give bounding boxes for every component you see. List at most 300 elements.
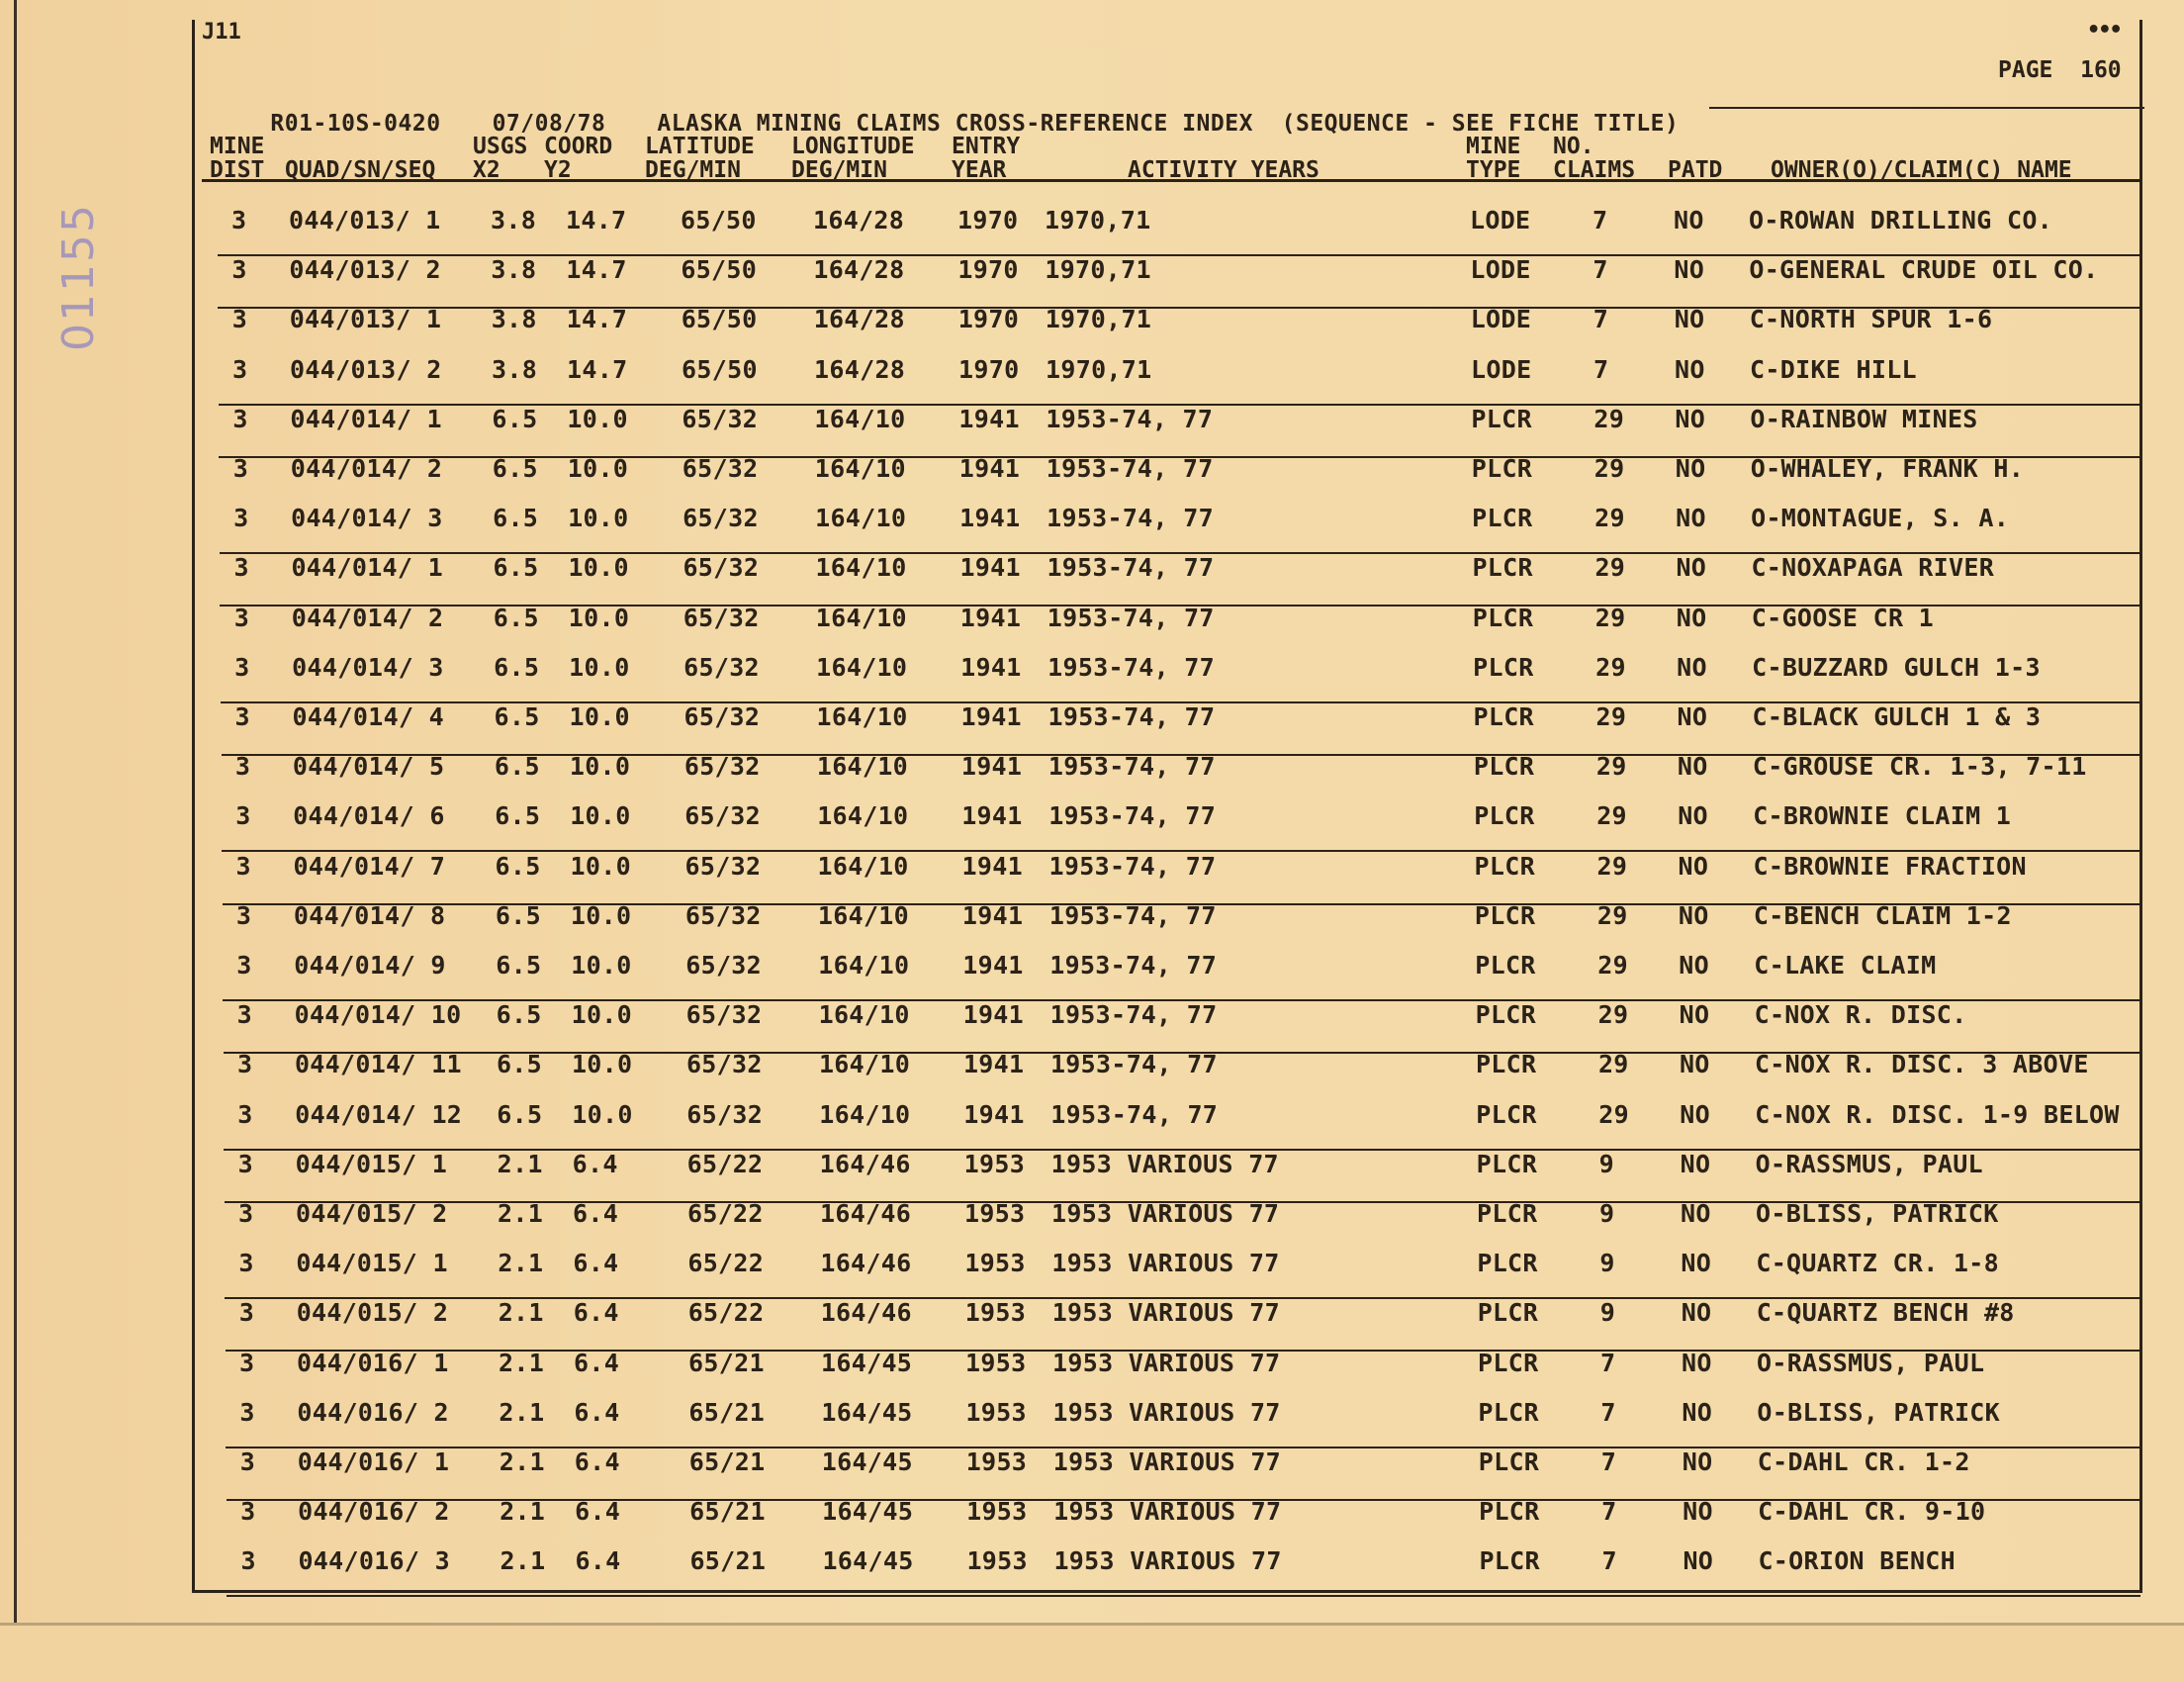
cell-quad: 044/016/ 2 <box>297 1397 449 1427</box>
cell-activity: 1953-74, 77 <box>1046 504 1214 533</box>
corner-mark: ••• <box>2087 18 2121 43</box>
table-row <box>0 405 2184 444</box>
col-lat-header: LATITUDE DEG/MIN <box>645 134 755 183</box>
cell-y2: 14.7 <box>566 206 627 234</box>
cell-patd: NO <box>1679 951 1709 980</box>
cell-activity: 1953-74, 77 <box>1046 454 1214 483</box>
cell-entry: 1953 <box>964 1249 1026 1278</box>
cell-activity: 1953-74, 77 <box>1047 652 1216 682</box>
cell-lon: 164/10 <box>816 702 908 731</box>
cell-x2: 6.5 <box>494 652 540 682</box>
cell-dist: 3 <box>232 404 248 433</box>
cell-x2: 2.1 <box>498 1199 544 1228</box>
cell-activity: 1970,71 <box>1045 255 1151 285</box>
cell-x2: 3.8 <box>492 354 538 384</box>
cell-dist: 3 <box>234 652 250 682</box>
cell-x2: 6.5 <box>494 702 540 731</box>
cell-type: PLCR <box>1477 1249 1538 1278</box>
cell-entry: 1953 <box>964 1298 1027 1328</box>
cell-patd: NO <box>1678 801 1708 831</box>
cell-entry: 1970 <box>957 305 1020 334</box>
cell-type: PLCR <box>1472 504 1533 533</box>
cell-activity: 1953-74, 77 <box>1048 851 1217 881</box>
table-row <box>0 355 2184 395</box>
cell-name: C-ORION BENCH <box>1758 1546 1956 1576</box>
cell-quad: 044/013/ 1 <box>289 305 442 334</box>
cell-dist: 3 <box>240 1497 256 1527</box>
table-row <box>0 1349 2184 1388</box>
col-lon-header: LONGITUDE DEG/MIN <box>791 134 915 183</box>
cell-y2: 14.7 <box>566 305 628 334</box>
cell-x2: 6.5 <box>496 951 542 980</box>
table-row <box>0 255 2184 295</box>
cell-activity: 1953-74, 77 <box>1046 404 1214 433</box>
col-quad-header: QUAD/SN/SEQ <box>285 157 436 183</box>
cell-lon: 164/10 <box>819 1099 911 1129</box>
cell-quad: 044/015/ 2 <box>296 1199 448 1228</box>
cell-entry: 1941 <box>961 851 1023 881</box>
cell-patd: NO <box>1677 752 1708 782</box>
cell-patd: NO <box>1682 1348 1712 1377</box>
cell-claims: 29 <box>1597 1000 1629 1030</box>
cell-lon: 164/10 <box>818 1050 911 1079</box>
cell-quad: 044/016/ 1 <box>297 1448 450 1476</box>
table-row <box>0 752 2184 792</box>
cell-activity: 1970,71 <box>1045 305 1152 334</box>
cell-lat: 65/32 <box>685 1000 763 1030</box>
cell-lat: 65/32 <box>683 752 761 782</box>
cell-lat: 65/32 <box>682 603 760 632</box>
cell-name: C-GOOSE CR 1 <box>1751 603 1935 632</box>
table-row <box>0 1298 2184 1338</box>
cell-lon: 164/28 <box>814 354 906 384</box>
table-row <box>0 604 2184 643</box>
cell-type: PLCR <box>1474 801 1535 831</box>
cell-x2: 2.1 <box>500 1546 546 1576</box>
cell-x2: 2.1 <box>499 1448 545 1476</box>
cell-name: O-RAINBOW MINES <box>1750 404 1978 433</box>
cell-patd: NO <box>1675 454 1706 483</box>
cell-patd: NO <box>1676 504 1706 533</box>
cell-dist: 3 <box>236 951 252 980</box>
cell-quad: 044/014/ 2 <box>290 454 443 483</box>
table-row <box>0 901 2184 941</box>
cell-name: C-BENCH CLAIM 1-2 <box>1753 900 2012 930</box>
cell-name: C-LAKE CLAIM <box>1754 951 1937 980</box>
cell-lat: 65/21 <box>688 1348 765 1377</box>
cell-claims: 29 <box>1595 702 1627 731</box>
page-value: 160 <box>2080 57 2122 83</box>
cell-quad: 044/014/ 7 <box>293 851 446 881</box>
cell-name: C-NOX R. DISC. <box>1754 1000 1967 1030</box>
table-row <box>0 1398 2184 1438</box>
cell-entry: 1941 <box>959 603 1022 632</box>
table-row <box>0 553 2184 593</box>
cell-x2: 2.1 <box>500 1497 546 1527</box>
cell-quad: 044/014/ 6 <box>293 801 445 831</box>
cell-x2: 6.5 <box>495 851 541 881</box>
cell-lon: 164/10 <box>817 801 909 831</box>
cell-patd: NO <box>1679 1050 1710 1079</box>
cell-entry: 1941 <box>958 404 1020 433</box>
cell-type: PLCR <box>1471 454 1533 483</box>
cell-patd: NO <box>1674 206 1704 234</box>
cell-lon: 164/10 <box>817 900 909 930</box>
cell-patd: NO <box>1682 1448 1713 1476</box>
cell-entry: 1941 <box>961 900 1024 930</box>
cell-dist: 3 <box>237 1149 253 1178</box>
cell-activity: 1953 VARIOUS 77 <box>1053 1546 1282 1576</box>
cell-lat: 65/22 <box>686 1149 764 1178</box>
cell-dist: 3 <box>233 553 249 583</box>
cell-lon: 164/10 <box>816 652 908 682</box>
cell-lat: 65/32 <box>682 404 759 433</box>
cell-lon: 164/45 <box>821 1348 913 1377</box>
cell-quad: 044/016/ 1 <box>297 1348 449 1377</box>
cell-entry: 1953 <box>966 1497 1028 1527</box>
cell-activity: 1953-74, 77 <box>1046 603 1215 632</box>
cell-lon: 164/46 <box>820 1249 912 1278</box>
cell-lat: 65/22 <box>687 1199 764 1228</box>
cell-activity: 1953-74, 77 <box>1047 752 1216 782</box>
cell-claims: 7 <box>1592 305 1609 334</box>
report-id: R01-10S-0420 <box>270 111 441 137</box>
cell-type: PLCR <box>1474 900 1536 930</box>
cell-activity: 1953 VARIOUS 77 <box>1051 1199 1280 1228</box>
cell-entry: 1941 <box>960 702 1022 731</box>
cell-y2: 10.0 <box>572 1099 633 1129</box>
col-claims-header: NO. CLAIMS <box>1553 134 1636 183</box>
cell-lat: 65/32 <box>684 851 762 881</box>
cell-patd: NO <box>1681 1298 1712 1328</box>
cell-quad: 044/015/ 1 <box>296 1249 448 1278</box>
cell-entry: 1953 <box>966 1546 1028 1576</box>
cell-lon: 164/45 <box>822 1546 914 1576</box>
cell-entry: 1970 <box>957 206 1019 234</box>
cell-entry: 1970 <box>958 354 1020 384</box>
cell-quad: 044/014/ 5 <box>292 752 445 782</box>
cell-lon: 164/10 <box>816 752 908 782</box>
cell-name: C-BUZZARD GULCH 1-3 <box>1752 652 2041 682</box>
cell-dist: 3 <box>231 255 247 285</box>
cell-quad: 044/013/ 1 <box>289 206 441 234</box>
cell-dist: 3 <box>235 900 252 930</box>
cell-activity: 1953-74, 77 <box>1048 801 1217 831</box>
cell-lon: 164/10 <box>815 553 907 583</box>
report-date: 07/08/78 <box>492 111 606 137</box>
cell-claims: 29 <box>1598 1099 1629 1129</box>
cell-y2: 6.4 <box>574 1448 620 1476</box>
cell-lat: 65/22 <box>687 1249 765 1278</box>
cell-activity: 1953 VARIOUS 77 <box>1052 1448 1282 1476</box>
cell-lat: 65/32 <box>682 454 759 483</box>
cell-type: LODE <box>1471 354 1532 384</box>
cell-name: C-BROWNIE CLAIM 1 <box>1753 801 2012 831</box>
cell-activity: 1953-74, 77 <box>1050 1099 1219 1129</box>
cell-lat: 65/50 <box>681 255 758 285</box>
cell-type: PLCR <box>1473 752 1535 782</box>
cell-dist: 3 <box>235 801 251 831</box>
cell-y2: 10.0 <box>571 1000 632 1030</box>
cell-y2: 6.4 <box>573 1199 619 1228</box>
cell-y2: 10.0 <box>570 851 631 881</box>
cell-dist: 3 <box>234 752 251 782</box>
header-rule <box>202 179 2142 182</box>
cell-patd: NO <box>1678 851 1709 881</box>
cell-activity: 1953-74, 77 <box>1049 1050 1218 1079</box>
cell-quad: 044/014/ 8 <box>293 900 446 930</box>
cell-dist: 3 <box>239 1348 255 1377</box>
cell-claims: 29 <box>1593 404 1625 433</box>
cell-lon: 164/46 <box>819 1149 911 1178</box>
page-number <box>1998 57 2122 83</box>
cell-quad: 044/014/ 11 <box>294 1050 462 1079</box>
table-row <box>0 852 2184 891</box>
table-row <box>0 1546 2184 1586</box>
cell-patd: NO <box>1675 404 1706 433</box>
cell-lon: 164/10 <box>814 404 906 433</box>
cell-dist: 3 <box>231 305 248 334</box>
cell-patd: NO <box>1675 354 1705 384</box>
cell-lat: 65/21 <box>689 1546 767 1576</box>
cell-y2: 10.0 <box>569 652 630 682</box>
cell-activity: 1953-74, 77 <box>1049 951 1218 980</box>
cell-dist: 3 <box>235 851 251 881</box>
cell-lat: 65/32 <box>682 504 759 533</box>
cell-claims: 9 <box>1599 1199 1615 1228</box>
cell-lat: 65/32 <box>683 652 760 682</box>
cell-claims: 29 <box>1595 652 1626 682</box>
cell-dist: 3 <box>236 1050 253 1079</box>
cell-name: C-NOX R. DISC. 1-9 BELOW <box>1755 1099 2120 1129</box>
cell-type: LODE <box>1470 305 1532 334</box>
cell-lon: 164/46 <box>820 1298 912 1328</box>
cell-quad: 044/016/ 3 <box>298 1546 450 1576</box>
cell-name: O-WHALEY, FRANK H. <box>1750 454 2025 483</box>
cell-claims: 29 <box>1597 1050 1629 1079</box>
cell-x2: 6.5 <box>493 553 539 583</box>
cell-lon: 164/45 <box>821 1448 913 1476</box>
table-row <box>0 454 2184 494</box>
cell-type: PLCR <box>1478 1448 1540 1476</box>
col-patd-header: PATD <box>1668 157 1723 183</box>
cell-y2: 6.4 <box>572 1149 618 1178</box>
cell-claims: 29 <box>1596 801 1627 831</box>
cell-y2: 10.0 <box>568 603 630 632</box>
cell-patd: NO <box>1678 900 1709 930</box>
cell-claims: 29 <box>1597 951 1628 980</box>
cell-lon: 164/45 <box>822 1497 914 1527</box>
cell-name: C-QUARTZ CR. 1-8 <box>1756 1249 1999 1278</box>
cell-x2: 2.1 <box>498 1249 544 1278</box>
cell-claims: 7 <box>1593 354 1609 384</box>
table-row <box>0 1249 2184 1288</box>
cell-name: O-BLISS, PATRICK <box>1756 1199 1999 1228</box>
table-row <box>0 653 2184 693</box>
cell-lon: 164/10 <box>817 851 909 881</box>
cell-type: PLCR <box>1475 1000 1536 1030</box>
cell-claims: 9 <box>1599 1298 1616 1328</box>
cell-entry: 1941 <box>960 752 1023 782</box>
cell-type: PLCR <box>1478 1397 1539 1427</box>
cell-lat: 65/22 <box>687 1298 765 1328</box>
cell-activity: 1970,71 <box>1046 354 1152 384</box>
cell-x2: 6.5 <box>496 1000 542 1030</box>
cell-x2: 6.5 <box>496 1050 542 1079</box>
cell-type: PLCR <box>1475 951 1536 980</box>
cell-entry: 1953 <box>965 1448 1028 1476</box>
table-row <box>0 1497 2184 1537</box>
cell-type: LODE <box>1470 255 1531 285</box>
cell-lat: 65/32 <box>683 702 761 731</box>
cell-activity: 1953-74, 77 <box>1046 553 1215 583</box>
cell-lat: 65/32 <box>684 801 761 831</box>
cell-lat: 65/21 <box>688 1397 766 1427</box>
cell-claims: 7 <box>1600 1348 1616 1377</box>
cell-x2: 6.5 <box>492 454 538 483</box>
cell-dist: 3 <box>233 603 250 632</box>
cell-x2: 6.5 <box>497 1099 543 1129</box>
cell-quad: 044/015/ 1 <box>295 1149 448 1178</box>
cell-entry: 1941 <box>959 504 1021 533</box>
cell-lon: 164/10 <box>815 603 907 632</box>
table-row <box>0 951 2184 990</box>
cell-name: C-DAHL CR. 9-10 <box>1758 1497 1986 1527</box>
cell-y2: 10.0 <box>568 504 629 533</box>
cell-dist: 3 <box>238 1249 254 1278</box>
cell-y2: 6.4 <box>574 1348 620 1377</box>
cell-x2: 6.5 <box>495 801 541 831</box>
cell-claims: 7 <box>1600 1397 1616 1427</box>
cell-activity: 1953 VARIOUS 77 <box>1052 1348 1281 1377</box>
cell-patd: NO <box>1679 1000 1710 1030</box>
cell-activity: 1953 VARIOUS 77 <box>1051 1298 1280 1328</box>
cell-name: O-BLISS, PATRICK <box>1757 1397 2001 1427</box>
cell-quad: 044/014/ 10 <box>294 1000 462 1030</box>
cell-entry: 1941 <box>961 801 1023 831</box>
cell-name: O-MONTAGUE, S. A. <box>1751 504 2010 533</box>
cell-name: O-GENERAL CRUDE OIL CO. <box>1749 255 2099 285</box>
cell-entry: 1970 <box>957 255 1019 285</box>
cell-dist: 3 <box>233 504 249 533</box>
cell-entry: 1941 <box>962 951 1024 980</box>
cell-y2: 10.0 <box>569 702 630 731</box>
table-row <box>0 1000 2184 1040</box>
table-row <box>0 1050 2184 1089</box>
cell-quad: 044/015/ 2 <box>296 1298 449 1328</box>
cell-claims: 29 <box>1596 900 1628 930</box>
row-rule <box>227 1595 2140 1597</box>
cell-patd: NO <box>1680 1149 1711 1178</box>
cell-dist: 3 <box>239 1397 255 1427</box>
cell-quad: 044/014/ 12 <box>295 1099 463 1129</box>
cell-x2: 3.8 <box>491 305 537 334</box>
cell-lat: 65/50 <box>682 354 758 384</box>
cell-dist: 3 <box>239 1448 256 1476</box>
cell-type: PLCR <box>1479 1546 1540 1576</box>
cell-entry: 1941 <box>962 1000 1024 1030</box>
cell-name: C-DAHL CR. 1-2 <box>1757 1448 1970 1476</box>
col-type-header: MINE TYPE <box>1466 134 1521 183</box>
cell-lat: 65/32 <box>684 900 762 930</box>
cell-y2: 10.0 <box>570 801 631 831</box>
cell-quad: 044/014/ 1 <box>291 553 443 583</box>
cell-lon: 164/10 <box>818 1000 910 1030</box>
cell-lon: 164/10 <box>815 504 907 533</box>
cell-claims: 7 <box>1601 1546 1617 1576</box>
cell-quad: 044/014/ 9 <box>294 951 446 980</box>
cell-type: PLCR <box>1471 404 1532 433</box>
cell-y2: 10.0 <box>567 404 628 433</box>
cell-entry: 1953 <box>963 1149 1026 1178</box>
cell-claims: 29 <box>1593 454 1625 483</box>
cell-entry: 1941 <box>959 553 1021 583</box>
cell-name: O-ROWAN DRILLING CO. <box>1749 206 2053 234</box>
cell-y2: 10.0 <box>567 454 629 483</box>
cell-entry: 1941 <box>958 454 1021 483</box>
bottom-margin-strip <box>0 1623 2184 1681</box>
cell-type: PLCR <box>1474 851 1535 881</box>
cell-name: C-NOXAPAGA RIVER <box>1751 553 1995 583</box>
cell-quad: 044/014/ 3 <box>291 504 443 533</box>
cell-name: O-RASSMUS, PAUL <box>1757 1348 1985 1377</box>
cell-y2: 14.7 <box>567 354 628 384</box>
table-row <box>0 206 2184 245</box>
cell-lat: 65/32 <box>685 951 763 980</box>
cell-dist: 3 <box>232 454 249 483</box>
cell-lat: 65/50 <box>681 206 757 234</box>
table-row <box>0 702 2184 742</box>
cell-entry: 1953 <box>964 1199 1026 1228</box>
cell-quad: 044/016/ 2 <box>298 1497 450 1527</box>
cell-claims: 9 <box>1598 1149 1614 1178</box>
cell-type: PLCR <box>1475 1050 1537 1079</box>
cell-lon: 164/28 <box>813 206 905 234</box>
col-y2-header: COORD Y2 <box>544 134 613 183</box>
cell-lon: 164/28 <box>813 255 905 285</box>
cell-type: PLCR <box>1476 1099 1537 1129</box>
cell-entry: 1941 <box>960 652 1022 682</box>
cell-lat: 65/32 <box>682 553 760 583</box>
cell-claims: 29 <box>1594 504 1625 533</box>
cell-claims: 29 <box>1594 553 1626 583</box>
cell-x2: 2.1 <box>498 1298 544 1328</box>
cell-y2: 10.0 <box>569 752 631 782</box>
cell-x2: 6.5 <box>495 900 541 930</box>
cell-claims: 7 <box>1592 206 1608 234</box>
cell-y2: 10.0 <box>570 900 632 930</box>
cell-patd: NO <box>1681 1249 1712 1278</box>
cell-patd: NO <box>1677 652 1707 682</box>
cell-entry: 1941 <box>962 1050 1025 1079</box>
table-row <box>0 504 2184 543</box>
cell-patd: NO <box>1683 1546 1714 1576</box>
cell-dist: 3 <box>231 206 247 234</box>
cell-activity: 1953-74, 77 <box>1049 1000 1218 1030</box>
cell-activity: 1953 VARIOUS 77 <box>1051 1249 1280 1278</box>
cell-dist: 3 <box>237 1099 253 1129</box>
cell-claims: 9 <box>1599 1249 1615 1278</box>
cell-type: PLCR <box>1477 1298 1539 1328</box>
cell-name: C-QUARTZ BENCH #8 <box>1756 1298 2015 1328</box>
cell-patd: NO <box>1676 603 1707 632</box>
table-row <box>0 1100 2184 1140</box>
cell-y2: 6.4 <box>575 1546 621 1576</box>
cell-x2: 6.5 <box>494 752 540 782</box>
cell-quad: 044/013/ 2 <box>290 354 442 384</box>
cell-activity: 1953-74, 77 <box>1048 900 1217 930</box>
table-row <box>0 305 2184 344</box>
